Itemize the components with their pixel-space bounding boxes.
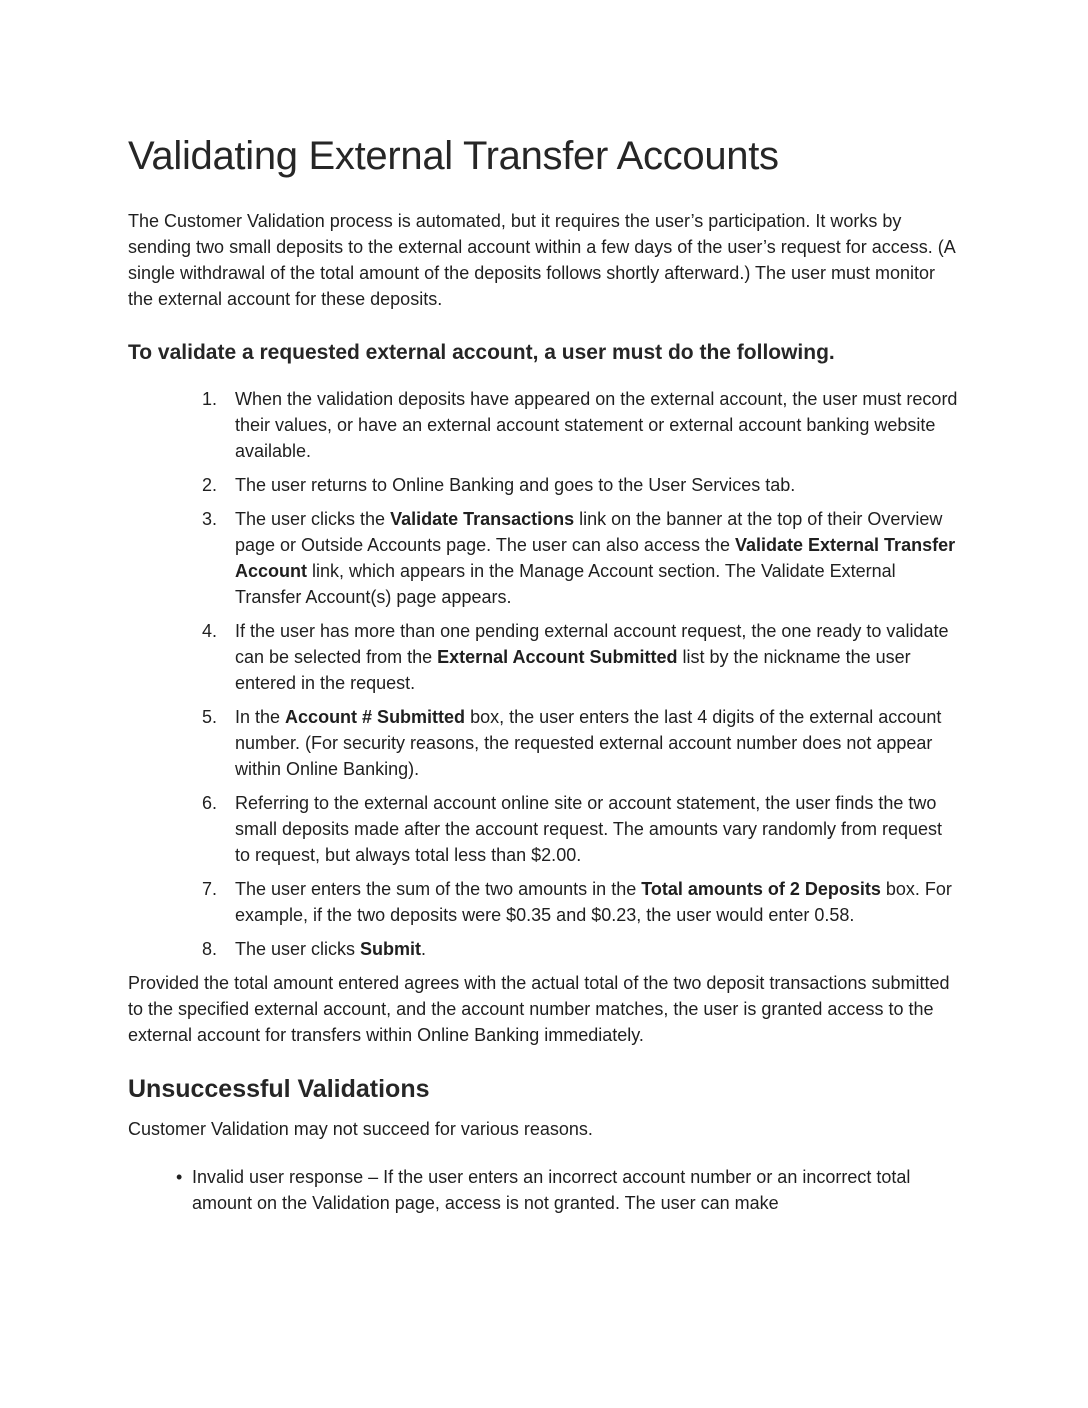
step-text: . (421, 939, 427, 959)
step-text: link, which appears in the Manage Account section. The Validate External Transfer Account(s) page appears. (235, 561, 896, 607)
step-text: If the user has more than one pending external account request, the one ready to validate can be selected from the (235, 621, 949, 667)
list-item-text: Invalid user response – If the user enters an incorrect account number or an incorrect total amount on the Validation page, access is not granted. The user can make (192, 1167, 911, 1213)
step-item (202, 472, 958, 498)
reasons-list (128, 1164, 958, 1216)
step-number: 8. (202, 939, 218, 959)
step-text: box, the user enters the last 4 digits of the external account number. (For security reasons, the requested external account number does not appear within Online Banking). (235, 707, 942, 779)
external-account-submitted-label: External Account Submitted (437, 647, 678, 667)
document-page (128, 126, 958, 1216)
step-number: 5. (202, 707, 218, 727)
step-item (202, 876, 958, 928)
step-number: 4. (202, 621, 218, 641)
bullet-marker: • (176, 1167, 183, 1187)
steps-subheading: To validate a requested external account, a user must do the following. (128, 341, 835, 364)
step-text: The user enters the sum of the two amounts in the (235, 879, 642, 899)
validate-transactions-link-label: Validate Transactions (390, 509, 575, 529)
step-text: The user clicks (235, 939, 361, 959)
step-item (202, 790, 958, 868)
step-number: 3. (202, 509, 218, 529)
step-number: 2. (202, 475, 218, 495)
step-item (202, 936, 958, 962)
section-intro-paragraph: Customer Validation may not succeed for various reasons. (128, 1119, 593, 1139)
step-text: The user returns to Online Banking and goes to the User Services tab. (235, 475, 796, 495)
step-text: list by the nickname the user entered in the request. (235, 647, 911, 693)
step-text: Referring to the external account online site or account statement, the user finds the two small deposits made after the account request. The amounts vary randomly from request to request, but always total less than $2.00. (235, 793, 943, 865)
step-number: 1. (202, 389, 218, 409)
step-item (202, 506, 958, 610)
account-number-submitted-label: Account # Submitted (285, 707, 466, 727)
step-item (202, 386, 958, 464)
after-steps-paragraph: Provided the total amount entered agrees with the actual total of the two deposit transactions submitted to the specified external account, and the account number matches, the user is granted access to the external account for transfers within Online Banking immediately. (128, 973, 950, 1045)
step-text: When the validation deposits have appeared on the external account, the user must record their values, or have an external account statement or external account banking website available. (235, 389, 958, 461)
step-text: link on the banner at the top of their Overview page or Outside Accounts page. The user can also access the (235, 509, 943, 555)
submit-label: Submit (360, 939, 422, 959)
intro-paragraph: The Customer Validation process is automated, but it requires the user’s participation. It works by sending two small deposits to the external account within a few days of the user’s request for access. (A single withdrawal of the total amount of the deposits follows shortly afterward.) The user must monitor the external account for these deposits. (128, 211, 955, 309)
step-number: 7. (202, 879, 218, 899)
total-amounts-label: Total amounts of 2 Deposits (641, 879, 881, 899)
list-item (176, 1164, 958, 1216)
section-heading: Unsuccessful Validations (128, 1075, 430, 1103)
step-text: In the (235, 707, 286, 727)
step-text: The user clicks the (235, 509, 391, 529)
step-item (202, 618, 958, 696)
validate-external-transfer-account-link-label: Validate External Transfer Account (235, 535, 956, 581)
step-item (202, 704, 958, 782)
step-text: box. For example, if the two deposits were $0.35 and $0.23, the user would enter 0.58. (235, 879, 952, 925)
step-number: 6. (202, 793, 218, 813)
page-title: Validating External Transfer Accounts (128, 134, 779, 178)
validation-steps-list (128, 386, 958, 962)
